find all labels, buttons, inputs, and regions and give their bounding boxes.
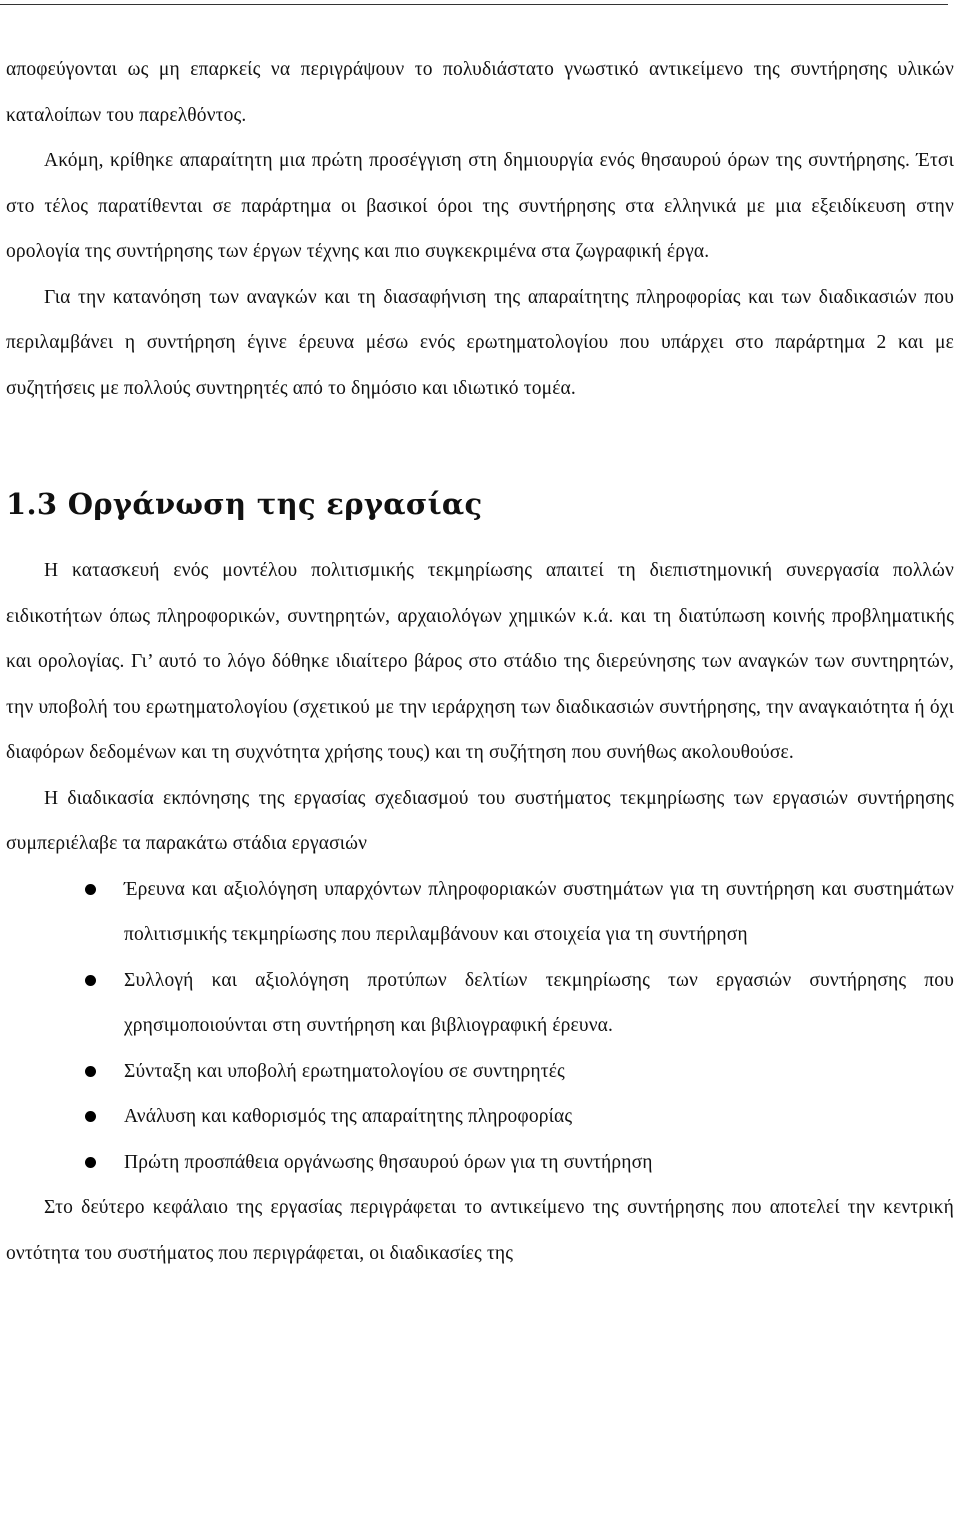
bullet-icon [85,975,96,986]
list-item [6,1049,954,1095]
paragraph-questionnaire: Για την κατανόηση των αναγκών και τη διασαφήνιση της απαραίτητης πληροφορίας και των διαδικασιών που περιλαμβάνει η συντήρηση έγινε έρευνα μέσω ενός ερωτηματολογίου που υπάρχει στο παράρτημα 2 και με συζητήσεις με πολλούς συντηρητές από το δημόσιο και ιδιωτικό τομέα. [6,286,954,399]
paragraph-continued: αποφεύγονται ως μη επαρκείς να περιγράψουν το πολυδιάστατο γνωστικό αντικείμενο της συντήρησης υλικών καταλοίπων του παρελθόντος. [6,59,954,126]
list-item [6,1094,954,1140]
list-item [6,958,954,1049]
spacer [6,524,954,548]
bullet-icon [85,1066,96,1077]
list-item [6,1140,954,1186]
list-item [6,867,954,958]
paragraph-model: Η κατασκευή ενός μοντέλου πολιτισμικής τεκμηρίωσης απαιτεί τη διεπιστημονική συνεργασία πολλών ειδικοτήτων όπως πληροφορικών, συντηρητών, αρχαιολόγων χημικών κ.ά. και τη διατύπωση κοινής προβληματικής και ορολογίας. Γι’ αυτό το λόγο δόθηκε ιδιαίτερο βάρος στο στάδιο της διερεύνησης των αναγκών των συντηρητών, την υποβολή του ερωτηματολογίου (σχετικού με την ιεράρχηση των διαδικασιών συντήρησης, την αναγκαιότητα ή όχι διαφόρων δεδομένων και τη συχνότητα χρήσης τους) και τη συζήτηση που συνήθως ακολουθούσε. [6,560,954,763]
bullet-icon [85,1111,96,1122]
list-item-text: Σύνταξη και υποβολή ερωτηματολογίου σε συντηρητές [124,1060,565,1082]
page-top-rule [0,4,948,5]
section-heading: 1.3 Οργάνωση της εργασίας [6,487,483,521]
bullet-icon [85,884,96,895]
list-item-text: Πρώτη προσπάθεια οργάνωσης θησαυρού όρων για τη συντήρηση [124,1151,653,1173]
list-item-text: Έρευνα και αξιολόγηση υπαρχόντων πληροφοριακών συστημάτων για τη συντήρηση και συστημάτων πολιτισμικής τεκμηρίωσης που περιλαμβάνουν και στοιχεία για τη συντήρηση [124,878,954,945]
stages-list [6,867,954,1186]
bullet-icon [85,1157,96,1168]
spacer [6,411,954,484]
document-page [6,47,954,1276]
list-item-text: Ανάλυση και καθορισμός της απαραίτητης πληροφορίας [124,1106,573,1127]
list-item-text: Συλλογή και αξιολόγηση προτύπων δελτίων τεκμηρίωσης των εργασιών συντήρησης που χρησιμοποιούνται στη συντήρηση και βιβλιογραφική έρευνα. [124,969,954,1036]
paragraph-chapter-two: Στο δεύτερο κεφάλαιο της εργασίας περιγράφεται το αντικείμενο της συντήρησης που αποτελεί την κεντρική οντότητα του συστήματος που περιγράφεται, οι διαδικασίες της [6,1197,954,1264]
paragraph-stages-intro: Η διαδικασία εκπόνησης της εργασίας σχεδιασμού του συστήματος τεκμηρίωσης των εργασιών συντήρησης συμπεριέλαβε τα παρακάτω στάδια εργασιών [6,787,954,854]
paragraph-thesaurus: Ακόμη, κρίθηκε απαραίτητη μια πρώτη προσέγγιση στη δημιουργία ενός θησαυρού όρων της συντήρησης. Έτσι στο τέλος παρατίθενται σε παράρτημα οι βασικοί όροι της συντήρησης στα ελληνικά με μια εξειδίκευση στην ορολογία της συντήρησης των έργων τέχνης και πιο συγκεκριμένα στα ζωγραφική έργα. [6,150,954,262]
